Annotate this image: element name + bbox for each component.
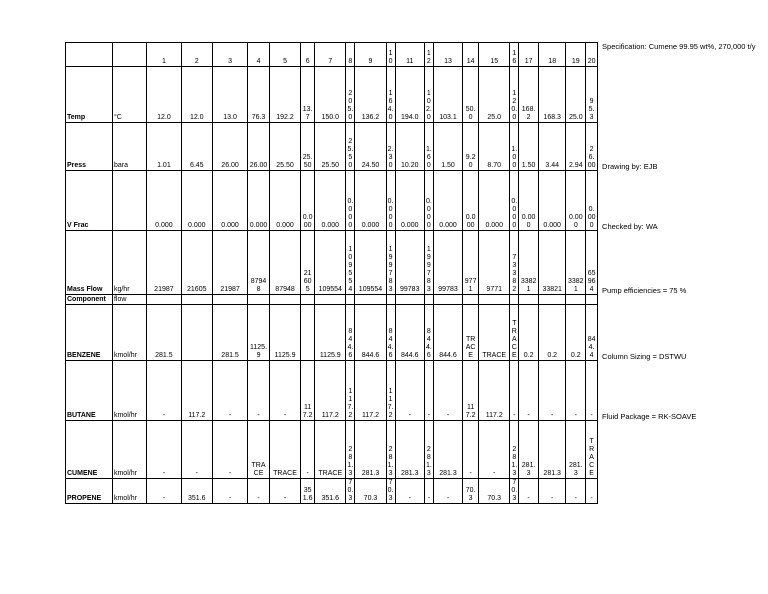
note-blank	[598, 479, 768, 504]
row-value: 0.000	[181, 171, 212, 231]
row-unit	[112, 171, 146, 231]
row-value: 0.000	[519, 171, 539, 231]
row-value: 25.50	[301, 123, 315, 171]
row-value: 24.50	[355, 123, 386, 171]
row-value: 76.3	[248, 67, 270, 123]
row-value: -	[147, 361, 181, 421]
row-value: 168.3	[538, 67, 565, 123]
row-value: 8.70	[479, 123, 510, 171]
row-unit: kmol/hr	[112, 305, 146, 361]
row-value: 844.4	[586, 305, 598, 361]
row-value: -	[147, 421, 181, 479]
stream-number: 12	[424, 43, 433, 67]
row-value: 1.50	[519, 123, 539, 171]
row-value: -	[212, 361, 247, 421]
row-value: 109554	[315, 231, 346, 295]
row-value: 351.6	[301, 479, 315, 504]
stream-number: 1	[147, 43, 181, 67]
row-value: 87948	[269, 231, 300, 295]
row-value: 21987	[147, 231, 181, 295]
row-value: 70.3	[355, 479, 386, 504]
blank-cell	[248, 295, 270, 305]
row-label: Temp	[66, 67, 113, 123]
column-sizing-note: Column Sizing = DSTWU	[602, 351, 687, 361]
row-value: 2.94	[566, 123, 586, 171]
stream-number: 11	[395, 43, 424, 67]
row-value: 1.00	[510, 123, 519, 171]
row-value: -	[269, 361, 300, 421]
blank-cell	[566, 295, 586, 305]
blank-cell	[424, 295, 433, 305]
row-value: 9.20	[463, 123, 479, 171]
row-value: TRACE	[510, 305, 519, 361]
row-label: Mass Flow	[66, 231, 113, 295]
row-value: 103.1	[433, 67, 462, 123]
row-value: 117.2	[315, 361, 346, 421]
row-value: 117.2	[355, 361, 386, 421]
row-value: -	[248, 361, 270, 421]
row-unit: kmol/hr	[112, 421, 146, 479]
row-value: -	[479, 421, 510, 479]
row-value: 281.3	[566, 421, 586, 479]
stream-number: 7	[315, 43, 346, 67]
row-value: 0.000	[212, 171, 247, 231]
row-value: 281.3	[519, 421, 539, 479]
row-value: 33821	[538, 231, 565, 295]
stream-number: 10	[386, 43, 395, 67]
header-blank-unit	[112, 43, 146, 67]
row-value: TRACE	[315, 421, 346, 479]
blank-cell	[463, 295, 479, 305]
row-value: 0.000	[463, 171, 479, 231]
row-value: 1.50	[433, 123, 462, 171]
row-label: PROPENE	[66, 479, 113, 504]
fluid-package-note: Fluid Package = RK-SOAVE	[602, 411, 697, 421]
row-value: -	[212, 479, 247, 504]
row-value: 281.5	[212, 305, 247, 361]
row-value: 0.000	[510, 171, 519, 231]
row-value: -	[519, 361, 539, 421]
blank-cell	[479, 295, 510, 305]
row-unit: kg/hr	[112, 231, 146, 295]
stream-number: 6	[301, 43, 315, 67]
row-value: 109554	[346, 231, 355, 295]
row-value: 65964	[586, 231, 598, 295]
row-value: 844.6	[395, 305, 424, 361]
row-value: 0.000	[586, 171, 598, 231]
row-value: 168.2	[519, 67, 539, 123]
row-value: 281.3	[386, 421, 395, 479]
row-value: 117.2	[386, 361, 395, 421]
row-value: -	[586, 479, 598, 504]
row-value: 1125.9	[315, 305, 346, 361]
row-value: 0.2	[538, 305, 565, 361]
row-value: 281.3	[538, 421, 565, 479]
row-value: 12.0	[181, 67, 212, 123]
row-value: 117.2	[463, 361, 479, 421]
blank-cell	[395, 295, 424, 305]
row-label: BENZENE	[66, 305, 113, 361]
note-blank	[598, 67, 768, 123]
row-value: -	[424, 361, 433, 421]
stream-number: 20	[586, 43, 598, 67]
header-blank-label	[66, 43, 113, 67]
row-value: -	[301, 421, 315, 479]
row-value: 164.0	[386, 67, 395, 123]
row-value: 21987	[212, 231, 247, 295]
table-row	[66, 361, 768, 421]
pump-efficiencies-note: Pump efficiencies = 75 %	[602, 285, 687, 295]
row-unit: °C	[112, 67, 146, 123]
row-value: -	[510, 361, 519, 421]
row-value: 70.3	[463, 479, 479, 504]
row-value: 26.00	[586, 123, 598, 171]
blank-cell	[269, 295, 300, 305]
row-value: 150.0	[315, 67, 346, 123]
row-value: 109554	[355, 231, 386, 295]
row-value: -	[433, 361, 462, 421]
row-value: 281.3	[424, 421, 433, 479]
row-value: TRACE	[479, 305, 510, 361]
stream-number: 8	[346, 43, 355, 67]
blank-cell	[181, 295, 212, 305]
row-value: 0.000	[566, 171, 586, 231]
table-row	[66, 305, 768, 361]
row-value: 281.5	[147, 305, 181, 361]
drawing-by-note: Drawing by: EJB	[602, 161, 658, 171]
blank-cell	[386, 295, 395, 305]
blank-cell	[586, 295, 598, 305]
row-value: 3.44	[538, 123, 565, 171]
row-value: 1.60	[424, 123, 433, 171]
row-value: TRACE	[269, 421, 300, 479]
table-row	[66, 67, 768, 123]
row-value: 25.50	[346, 123, 355, 171]
row-value	[301, 305, 315, 361]
row-value: 117.2	[301, 361, 315, 421]
row-value: 73382	[510, 231, 519, 295]
row-value: 6.45	[181, 123, 212, 171]
row-value: 70.3	[347, 479, 354, 502]
row-value: -	[248, 479, 270, 504]
row-value: 199783	[386, 231, 395, 295]
stream-number: 3	[212, 43, 247, 67]
row-value: -	[538, 479, 565, 504]
row-value: 10.20	[395, 123, 424, 171]
row-value	[181, 305, 212, 361]
table-row	[66, 231, 768, 295]
row-value: 1125.9	[269, 305, 300, 361]
row-value: 0.000	[315, 171, 346, 231]
row-value: 117.2	[479, 361, 510, 421]
row-value: -	[566, 361, 586, 421]
row-label: V Frac	[66, 171, 113, 231]
row-unit: kmol/hr	[112, 361, 146, 421]
row-value: 87948	[248, 231, 270, 295]
row-label: CUMENE	[66, 421, 113, 479]
row-value: 0.000	[386, 171, 395, 231]
stream-number: 9	[355, 43, 386, 67]
row-value: -	[566, 479, 586, 504]
row-value: -	[424, 479, 433, 504]
row-value: 2.30	[386, 123, 395, 171]
blank-cell	[510, 295, 519, 305]
row-value: 99783	[395, 231, 424, 295]
blank-cell	[433, 295, 462, 305]
stream-number: 5	[269, 43, 300, 67]
row-value: 25.50	[315, 123, 346, 171]
row-value: -	[395, 361, 424, 421]
row-value: 9771	[463, 231, 479, 295]
row-value: 351.6	[315, 479, 346, 504]
row-value: -	[586, 361, 598, 421]
row-value: 0.000	[269, 171, 300, 231]
stream-number: 16	[510, 43, 519, 67]
row-value: 281.3	[395, 421, 424, 479]
row-value: 0.2	[566, 305, 586, 361]
row-value: 13.7	[301, 67, 315, 123]
row-value: 0.000	[433, 171, 462, 231]
blank-cell	[301, 295, 315, 305]
row-value: TRACE	[586, 421, 598, 479]
stream-table	[65, 42, 768, 504]
row-value: TRACE	[463, 305, 479, 361]
component-label: Component	[66, 295, 113, 305]
row-value: 0.000	[346, 171, 355, 231]
row-value: 281.3	[510, 421, 519, 479]
row-value: -	[538, 361, 565, 421]
header-row	[66, 43, 768, 67]
row-value: 25.0	[479, 67, 510, 123]
row-unit: bara	[112, 123, 146, 171]
note-blank	[598, 421, 768, 479]
row-value: 25.0	[566, 67, 586, 123]
row-value: -	[433, 479, 462, 504]
row-value: 0.000	[147, 171, 181, 231]
row-value: 95.3	[586, 67, 598, 123]
table-row	[66, 421, 768, 479]
blank-cell	[315, 295, 346, 305]
row-value: 844.6	[386, 305, 395, 361]
row-value: 70.3	[387, 479, 394, 502]
row-value: 136.2	[355, 67, 386, 123]
row-value: 99783	[433, 231, 462, 295]
stream-number: 14	[463, 43, 479, 67]
row-value: 0.000	[424, 171, 433, 231]
checked-by-note: Checked by: WA	[602, 221, 658, 231]
table-row	[66, 123, 768, 171]
row-value: 844.6	[355, 305, 386, 361]
row-value: 281.3	[433, 421, 462, 479]
row-value: 351.6	[181, 479, 212, 504]
row-value: 13.0	[212, 67, 247, 123]
row-value: 50.0	[463, 67, 479, 123]
row-value: 117.2	[346, 361, 355, 421]
row-value: 12.0	[147, 67, 181, 123]
row-value: 0.2	[519, 305, 539, 361]
row-value: 194.0	[395, 67, 424, 123]
row-value: -	[519, 479, 539, 504]
row-value: -	[269, 479, 300, 504]
row-value: 205.0	[346, 67, 355, 123]
blank-cell	[355, 295, 386, 305]
row-value: 26.00	[212, 123, 247, 171]
blank-cell	[147, 295, 181, 305]
flow-label: flow	[112, 295, 146, 305]
stream-number: 2	[181, 43, 212, 67]
row-value: 9771	[479, 231, 510, 295]
row-unit: kmol/hr	[112, 479, 146, 504]
row-value: 70.3	[479, 479, 510, 504]
table-row	[66, 479, 768, 504]
row-value: 21605	[181, 231, 212, 295]
blank-cell	[519, 295, 539, 305]
blank-cell	[538, 295, 565, 305]
row-value: 281.3	[346, 421, 355, 479]
row-label: Press	[66, 123, 113, 171]
row-value: 1.01	[147, 123, 181, 171]
row-value: 281.3	[355, 421, 386, 479]
stream-number: 13	[433, 43, 462, 67]
row-value: -	[395, 479, 424, 504]
row-value: 0.000	[479, 171, 510, 231]
row-value: 0.000	[248, 171, 270, 231]
row-value: -	[181, 421, 212, 479]
note-blank	[598, 295, 768, 305]
row-value: 70.3	[511, 479, 518, 502]
row-value: 844.6	[424, 305, 433, 361]
row-value: 0.000	[395, 171, 424, 231]
row-value: 21605	[301, 231, 315, 295]
row-value: -	[463, 421, 479, 479]
component-header-row	[66, 295, 768, 305]
row-value: 117.2	[181, 361, 212, 421]
stream-number: 4	[248, 43, 270, 67]
row-value: -	[147, 479, 181, 504]
row-value: 25.50	[269, 123, 300, 171]
row-value: 0.000	[538, 171, 565, 231]
stream-number: 19	[566, 43, 586, 67]
stream-number: 18	[538, 43, 565, 67]
stream-number: 17	[519, 43, 539, 67]
row-value: TRACE	[248, 421, 270, 479]
row-value: 192.2	[269, 67, 300, 123]
row-value: 102.0	[424, 67, 433, 123]
row-value: 120.0	[510, 67, 519, 123]
row-value: 26.00	[248, 123, 270, 171]
row-value: 844.6	[433, 305, 462, 361]
row-value: 199783	[424, 231, 433, 295]
specification-note: Specification: Cumene 99.95 wt%, 270,000 t/y	[602, 42, 756, 51]
row-value: -	[212, 421, 247, 479]
table-row	[66, 171, 768, 231]
blank-cell	[212, 295, 247, 305]
row-value: 844.6	[346, 305, 355, 361]
stream-number: 15	[479, 43, 510, 67]
row-value: 0.000	[301, 171, 315, 231]
row-value: 1125.9	[248, 305, 270, 361]
row-value: 33821	[519, 231, 539, 295]
blank-cell	[346, 295, 355, 305]
row-label: BUTANE	[66, 361, 113, 421]
row-value: 33821	[566, 231, 586, 295]
row-value: 0.000	[355, 171, 386, 231]
